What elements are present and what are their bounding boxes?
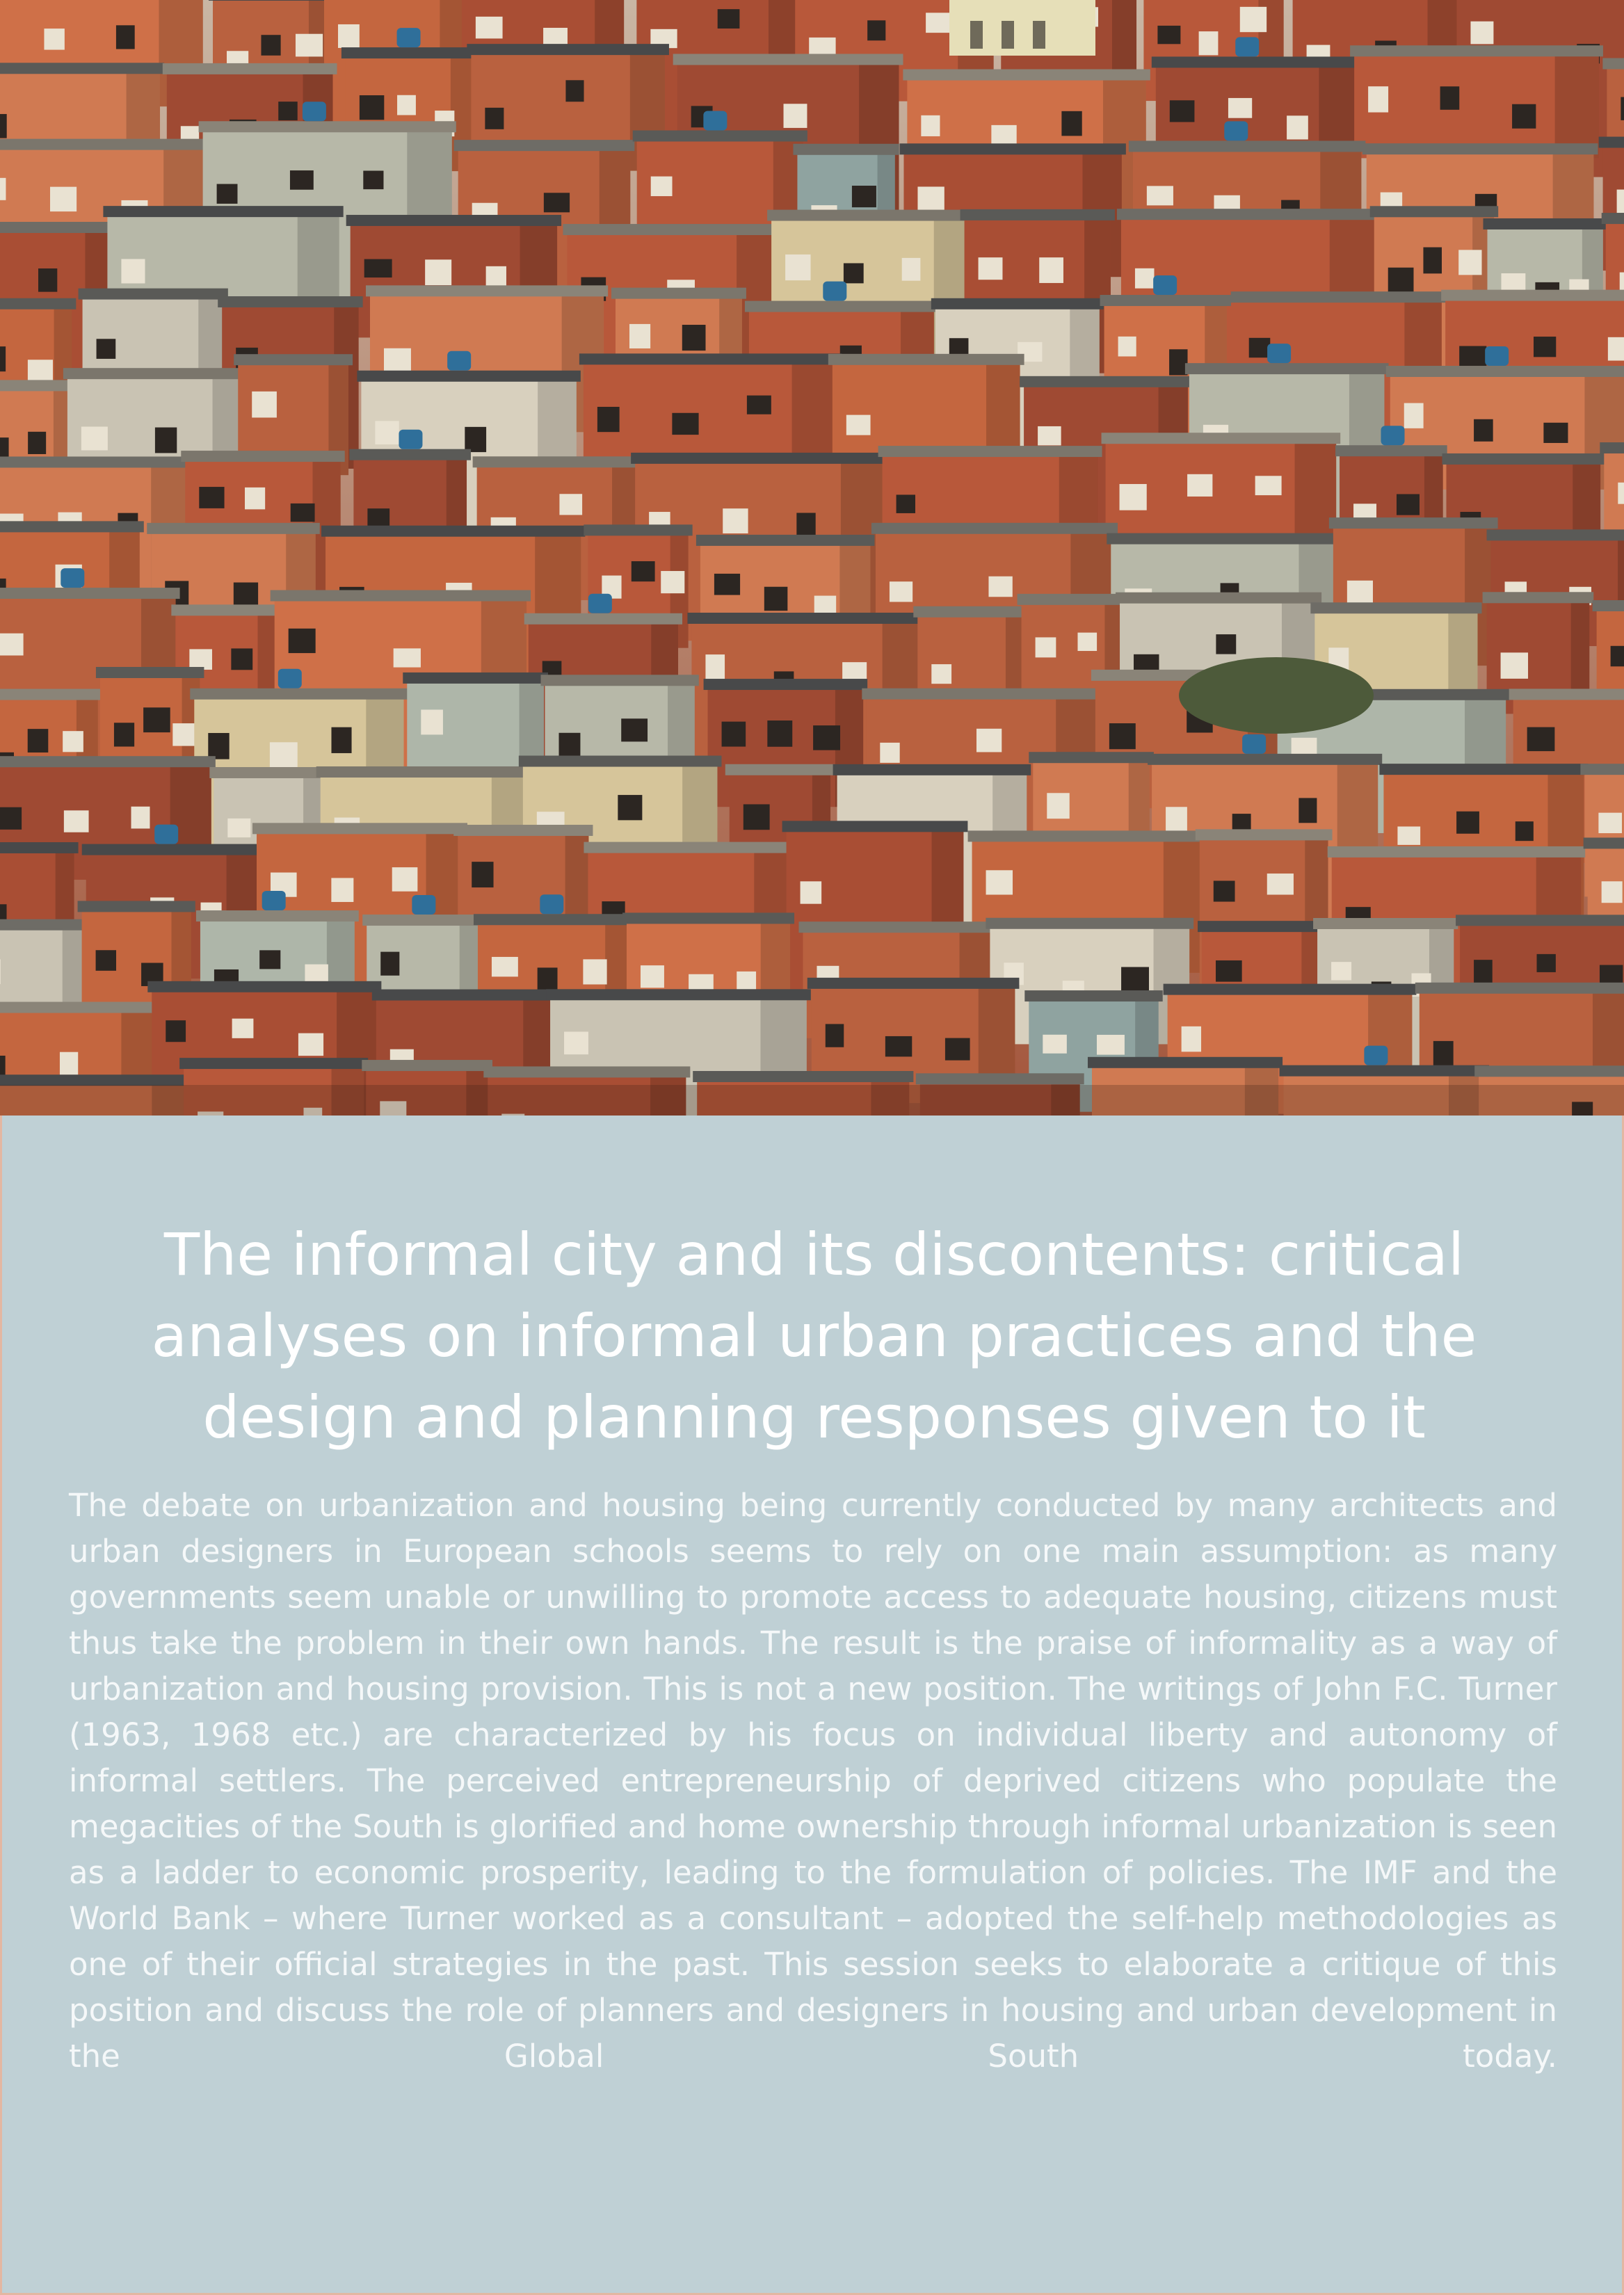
cover-photo-illustration (0, 0, 1624, 1116)
cover-photo (0, 0, 1624, 1116)
article-body: The debate on urbanization and housing being currently conducted by many architects and urban designers in European schools seems to rely on one main assumption: as many governments seem unable or unwilling to promote access to adequate housing, citizens must thus take the problem in their own hands. The result is the praise of informality as a way of urbanization and housing provision. This is not a new position. The writings of John F.C. Turner (1963, 1968 etc.) are characterized by his focus on individual liberty and autonomy of informal settlers. The perceived entrepreneurship of deprived citizens who populate the megacities of the South is glorified and home ownership through informal urbanization is seen as a ladder to economic prosperity, leading to the formulation of policies. The IMF and the World Bank – where Turner worked as a consultant – adopted the self-help methodologies as one of their official strategies in the past. This session seeks to elaborate a critique of this position and discuss the role of planners and designers in housing and urban development in the Global South today. (69, 1487, 1557, 2075)
text-panel (0, 1116, 1624, 2295)
article-title: The informal city and its discontents: critical analyses on informal urban practices and the design and planning responses given to it (151, 1221, 1477, 1451)
